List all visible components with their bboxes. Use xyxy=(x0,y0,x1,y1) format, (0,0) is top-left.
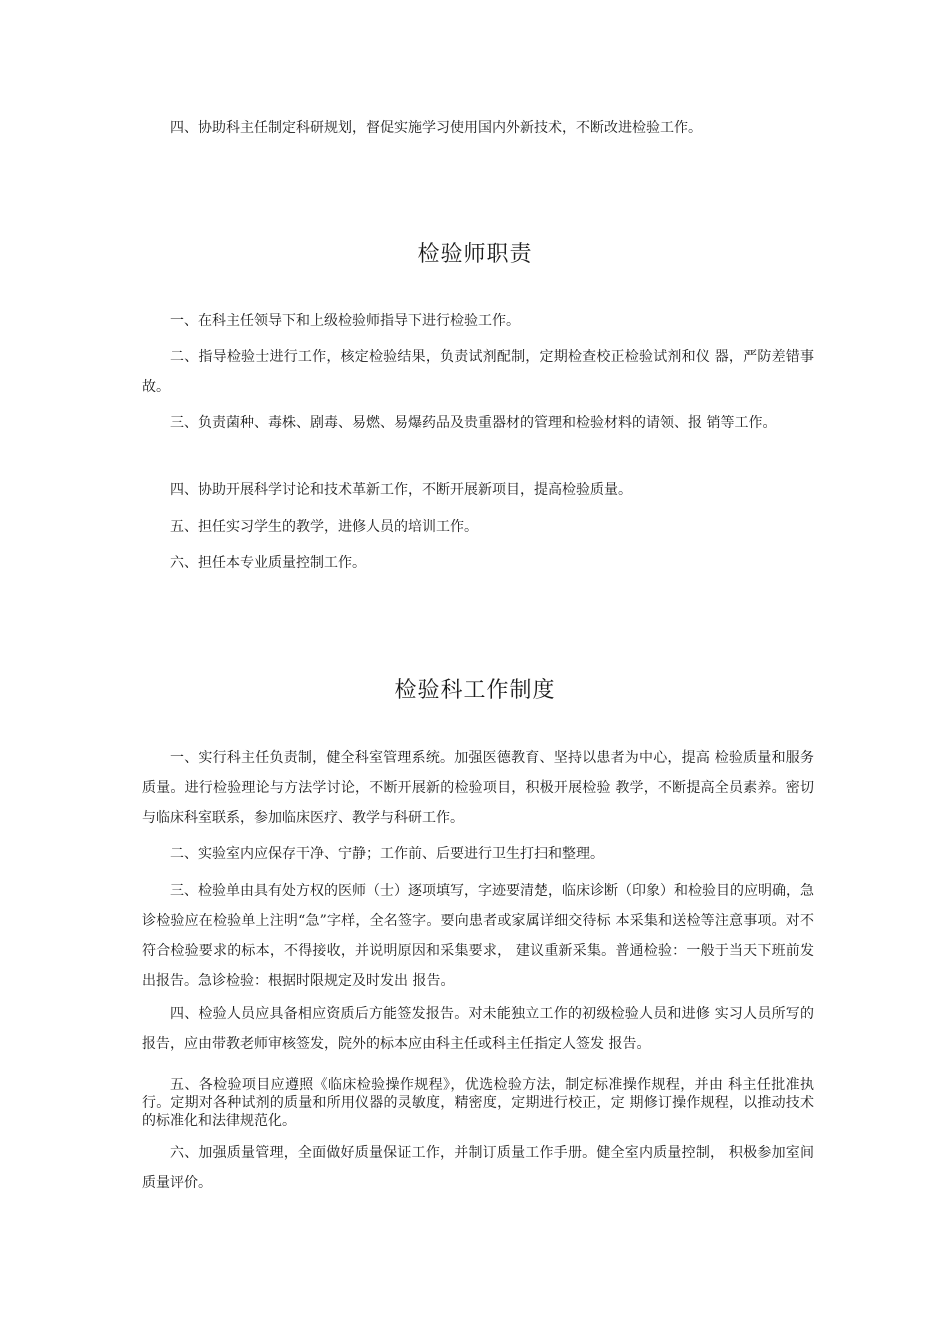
duty-paragraph-1: 一、在科主任领导下和上级检验师指导下进行检验工作。 xyxy=(170,313,520,329)
intro-paragraph-4: 四、协助科主任制定科研规划，督促实施学习使用国内外新技术，不断改进检验工作。 xyxy=(170,120,702,136)
rule-paragraph-5: 五、各检验项目应遵照《临床检验操作规程》，优选检验方法，制定标准操作规程，并由 科主任批准执行。定期对各种试剂的质量和所用仪器的灵敏度，精密度，定期进行校正，定 期修订操作规程，以推动技术的标准化和法律规范化。 xyxy=(142,1077,814,1129)
duty-paragraph-2: 二、指导检验士进行工作，核定检验结果，负责试剂配制，定期检查校正检验试剂和仪 器，严防差错事故。 xyxy=(142,349,814,395)
rule-paragraph-3: 三、检验单由具有处方权的医师（士）逐项填写，字迹要清楚，临床诊断（印象）和检验目的应明确，急诊检验应在检验单上注明“急”字样，全名签字。要向患者或家属详细交待标 本采集和送检等注意事项。对不符合检验要求的标本，不得接收，并说明原因和采集要求， 建议重新采集。普通检验：一般于当天下班前发出报告。急诊检验：根据时限规定及时发出 报告。 xyxy=(142,883,814,989)
section-title-lab-technician-duties: 检验师职责 xyxy=(417,242,533,267)
rule-paragraph-4: 四、检验人员应具备相应资质后方能签发报告。对未能独立工作的初级检验人员和进修 实习人员所写的报告，应由带教老师审核签发，院外的标本应由科主任或科主任指定人签发 报告。 xyxy=(142,1006,814,1052)
rule-paragraph-6: 六、加强质量管理，全面做好质量保证工作，并制订质量工作手册。健全室内质量控制， 积极参加室间质量评价。 xyxy=(142,1145,814,1191)
duty-paragraph-4: 四、协助开展科学讨论和技术革新工作，不断开展新项目，提高检验质量。 xyxy=(170,482,632,498)
duty-paragraph-6: 六、担任本专业质量控制工作。 xyxy=(170,555,366,571)
section-title-lab-work-rules: 检验科工作制度 xyxy=(394,678,556,703)
duty-paragraph-3: 三、负责菌种、毒株、剧毒、易燃、易爆药品及贵重器材的管理和检验材料的请领、报 销等工作。 xyxy=(170,415,777,431)
rule-paragraph-2: 二、实验室内应保存干净、宁静；工作前、后要进行卫生打扫和整理。 xyxy=(170,846,604,862)
duty-paragraph-5: 五、担任实习学生的教学，进修人员的培训工作。 xyxy=(170,519,478,535)
rule-paragraph-1: 一、实行科主任负责制，健全科室管理系统。加强医德教育、坚持以患者为中心，提高 检验质量和服务质量。进行检验理论与方法学讨论，不断开展新的检验项目，积极开展检验 教学，不断提高全员素养。密切与临床科室联系，参加临床医疗、教学与科研工作。 xyxy=(142,750,814,826)
